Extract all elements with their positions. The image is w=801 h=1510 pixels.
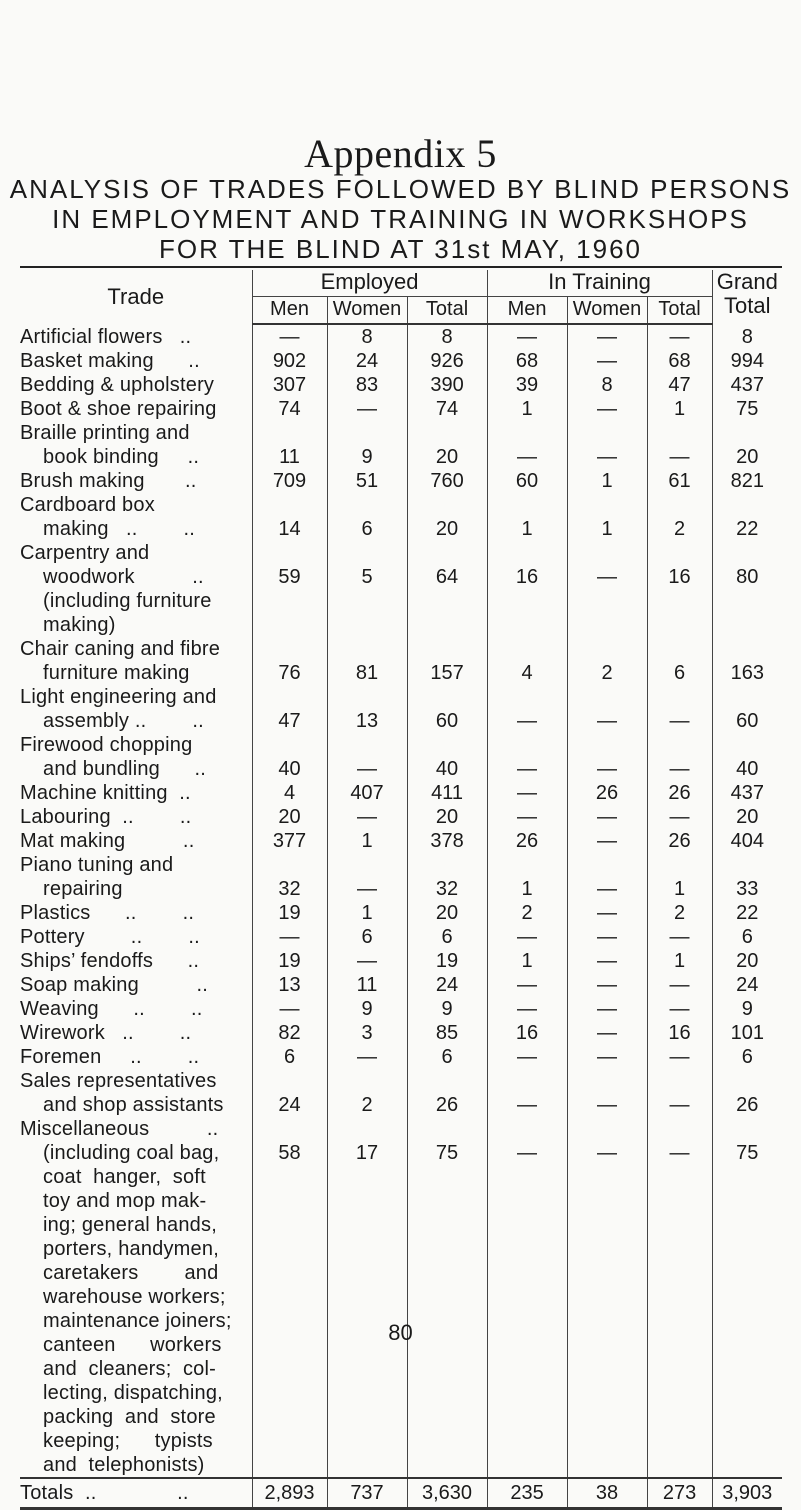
cell-training-women: — <box>567 733 647 781</box>
table-row <box>20 853 782 901</box>
cell-grand-total: 22 <box>712 901 782 925</box>
cell-training-total: 2 <box>647 901 712 925</box>
cell-employed-total: 20 <box>407 805 487 829</box>
table-row <box>20 685 782 733</box>
trade-name: Basket making .. <box>20 350 200 372</box>
cell-employed-men: 709 <box>252 469 327 493</box>
cell-training-women: 2 <box>567 637 647 685</box>
trade-name: Foremen .. .. <box>20 1046 200 1068</box>
cell-employed-women: 9 <box>327 997 407 1021</box>
cell-training-men: 26 <box>487 829 567 853</box>
cell-training-total: 6 <box>647 637 712 685</box>
cell-employed-total: 40 <box>407 733 487 781</box>
trade-name: Weaving .. .. <box>20 998 203 1020</box>
training-men-header: Men <box>487 297 567 325</box>
cell-training-men: — <box>487 324 567 349</box>
cell-training-women: — <box>567 1021 647 1045</box>
table-row <box>20 973 782 997</box>
cell-training-men: 1 <box>487 853 567 901</box>
cell-employed-women: — <box>327 949 407 973</box>
heading-line-2: IN EMPLOYMENT AND TRAINING IN WORKSHOPS <box>52 204 749 234</box>
cell-employed-men: 40 <box>252 733 327 781</box>
cell-employed-men: 19 <box>252 949 327 973</box>
cell-grand-total: 994 <box>712 349 782 373</box>
cell-training-women: — <box>567 324 647 349</box>
table-row <box>20 781 782 805</box>
cell-employed-women: 9 <box>327 421 407 469</box>
cell-training-total: 16 <box>647 1021 712 1045</box>
employed-men-header: Men <box>252 297 327 325</box>
cell-employed-women: 6 <box>327 925 407 949</box>
cell-training-total: — <box>647 805 712 829</box>
grand-total-header: Grand Total <box>712 270 782 324</box>
cell-employed-men: 32 <box>252 853 327 901</box>
cell-employed-men: 74 <box>252 397 327 421</box>
table-row <box>20 733 782 781</box>
cell-grand-total: 9 <box>712 997 782 1021</box>
cell-training-total: 1 <box>647 397 712 421</box>
trade-name: Chair caning and fibre furniture making <box>20 638 221 684</box>
table-row <box>20 637 782 685</box>
cell-training-women: — <box>567 973 647 997</box>
cell-employed-women: — <box>327 805 407 829</box>
cell-training-women: — <box>567 421 647 469</box>
cell-training-women: — <box>567 997 647 1021</box>
cell-grand-total: 437 <box>712 781 782 805</box>
trade-name: Pottery .. .. <box>20 926 200 948</box>
cell-employed-total: 32 <box>407 853 487 901</box>
cell-employed-women: 3 <box>327 1021 407 1045</box>
cell-grand-total: 75 <box>712 397 782 421</box>
cell-grand-total: 75 <box>712 1117 782 1478</box>
cell-employed-total: 64 <box>407 541 487 637</box>
cell-employed-women: 83 <box>327 373 407 397</box>
cell-training-total: 2 <box>647 493 712 541</box>
table-row <box>20 925 782 949</box>
cell-employed-total: 74 <box>407 397 487 421</box>
cell-employed-total: 8 <box>407 324 487 349</box>
cell-training-total: 68 <box>647 349 712 373</box>
cell-employed-total: 926 <box>407 349 487 373</box>
cell-employed-men: — <box>252 324 327 349</box>
cell-grand-total: 20 <box>712 421 782 469</box>
cell-training-total: — <box>647 685 712 733</box>
trade-name: Soap making .. <box>20 974 209 996</box>
cell-training-women: 1 <box>567 493 647 541</box>
totals-training-total: 273 <box>647 1478 712 1509</box>
table-row <box>20 901 782 925</box>
header-row-1 <box>20 270 782 297</box>
cell-training-men: — <box>487 421 567 469</box>
cell-training-total: — <box>647 1069 712 1117</box>
cell-grand-total: 6 <box>712 925 782 949</box>
cell-grand-total: 24 <box>712 973 782 997</box>
cell-employed-men: 58 <box>252 1117 327 1478</box>
cell-employed-men: 13 <box>252 973 327 997</box>
trade-header: Trade <box>107 284 165 309</box>
cell-employed-men: 76 <box>252 637 327 685</box>
table-row <box>20 373 782 397</box>
cell-training-men: 39 <box>487 373 567 397</box>
cell-employed-women: 407 <box>327 781 407 805</box>
cell-training-men: 16 <box>487 541 567 637</box>
cell-training-men: — <box>487 1117 567 1478</box>
cell-employed-men: 6 <box>252 1045 327 1069</box>
trade-name: Brush making .. <box>20 470 197 492</box>
cell-training-men: 16 <box>487 1021 567 1045</box>
trade-name: Ships’ fendoffs .. <box>20 950 200 972</box>
cell-employed-men: 59 <box>252 541 327 637</box>
cell-employed-total: 9 <box>407 997 487 1021</box>
cell-employed-men: 20 <box>252 805 327 829</box>
cell-training-men: — <box>487 781 567 805</box>
cell-employed-men: 307 <box>252 373 327 397</box>
cell-training-total: — <box>647 997 712 1021</box>
cell-employed-women: 13 <box>327 685 407 733</box>
cell-employed-men: — <box>252 997 327 1021</box>
cell-employed-men: 4 <box>252 781 327 805</box>
trade-name: Light engineering and assembly .. .. <box>20 686 217 732</box>
cell-training-men: 1 <box>487 397 567 421</box>
table-row <box>20 469 782 493</box>
totals-row <box>20 1478 782 1509</box>
cell-training-women: — <box>567 1045 647 1069</box>
cell-training-women: — <box>567 853 647 901</box>
cell-employed-total: 20 <box>407 421 487 469</box>
table-row <box>20 949 782 973</box>
cell-training-women: — <box>567 1069 647 1117</box>
cell-employed-total: 378 <box>407 829 487 853</box>
cell-employed-total: 24 <box>407 973 487 997</box>
cell-grand-total: 437 <box>712 373 782 397</box>
cell-training-total: 61 <box>647 469 712 493</box>
totals-employed-women: 737 <box>327 1478 407 1509</box>
table-row <box>20 493 782 541</box>
cell-training-total: 26 <box>647 781 712 805</box>
cell-employed-total: 411 <box>407 781 487 805</box>
table-row <box>20 349 782 373</box>
cell-training-total: 47 <box>647 373 712 397</box>
heading-line-3: FOR THE BLIND AT 31st MAY, 1960 <box>159 234 642 264</box>
totals-employed-total: 3,630 <box>407 1478 487 1509</box>
trade-name: Piano tuning and repairing <box>20 854 174 900</box>
top-rule <box>20 266 782 268</box>
table-row <box>20 324 782 349</box>
cell-training-men: 60 <box>487 469 567 493</box>
cell-grand-total: 22 <box>712 493 782 541</box>
cell-employed-men: — <box>252 925 327 949</box>
cell-training-women: — <box>567 397 647 421</box>
cell-training-men: — <box>487 733 567 781</box>
trade-name: Labouring .. .. <box>20 806 192 828</box>
cell-employed-women: — <box>327 733 407 781</box>
cell-training-total: 16 <box>647 541 712 637</box>
cell-grand-total: 404 <box>712 829 782 853</box>
cell-employed-total: 760 <box>407 469 487 493</box>
cell-employed-men: 902 <box>252 349 327 373</box>
cell-grand-total: 821 <box>712 469 782 493</box>
cell-training-women: — <box>567 805 647 829</box>
cell-training-total: — <box>647 421 712 469</box>
cell-employed-women: 2 <box>327 1069 407 1117</box>
table-body <box>20 324 782 1478</box>
cell-training-total: 1 <box>647 949 712 973</box>
cell-employed-total: 6 <box>407 1045 487 1069</box>
table-row <box>20 1117 782 1478</box>
page-number: 80 <box>388 1320 413 1345</box>
cell-training-total: — <box>647 324 712 349</box>
cell-employed-women: 1 <box>327 829 407 853</box>
trade-name: Firewood chopping and bundling .. <box>20 734 207 780</box>
cell-training-men: 1 <box>487 949 567 973</box>
table-row <box>20 397 782 421</box>
trade-name: Mat making .. <box>20 830 195 852</box>
cell-training-women: 1 <box>567 469 647 493</box>
table-row <box>20 1021 782 1045</box>
totals-training-men: 235 <box>487 1478 567 1509</box>
cell-employed-women: 1 <box>327 901 407 925</box>
cell-employed-men: 14 <box>252 493 327 541</box>
cell-training-men: 68 <box>487 349 567 373</box>
cell-grand-total: 60 <box>712 685 782 733</box>
cell-employed-men: 19 <box>252 901 327 925</box>
cell-grand-total: 20 <box>712 805 782 829</box>
cell-training-women: — <box>567 349 647 373</box>
table-row <box>20 541 782 637</box>
cell-training-total: — <box>647 733 712 781</box>
table-row <box>20 997 782 1021</box>
totals-employed-men: 2,893 <box>252 1478 327 1509</box>
cell-employed-total: 157 <box>407 637 487 685</box>
cell-employed-women: 17 <box>327 1117 407 1478</box>
cell-employed-total: 85 <box>407 1021 487 1045</box>
cell-training-men: — <box>487 1069 567 1117</box>
cell-training-men: — <box>487 997 567 1021</box>
cell-employed-men: 82 <box>252 1021 327 1045</box>
cell-training-women: — <box>567 685 647 733</box>
cell-employed-total: 19 <box>407 949 487 973</box>
table-row <box>20 1069 782 1117</box>
totals-training-women: 38 <box>567 1478 647 1509</box>
table-row <box>20 1045 782 1069</box>
cell-employed-men: 377 <box>252 829 327 853</box>
cell-training-total: 1 <box>647 853 712 901</box>
cell-employed-total: 6 <box>407 925 487 949</box>
cell-training-women: 26 <box>567 781 647 805</box>
cell-employed-women: 81 <box>327 637 407 685</box>
cell-grand-total: 80 <box>712 541 782 637</box>
cell-grand-total: 163 <box>712 637 782 685</box>
cell-training-total: — <box>647 1117 712 1478</box>
cell-training-men: — <box>487 973 567 997</box>
cell-training-total: 26 <box>647 829 712 853</box>
trade-name: Braille printing and book binding .. <box>20 422 200 468</box>
table-row <box>20 829 782 853</box>
cell-employed-women: 51 <box>327 469 407 493</box>
cell-training-men: — <box>487 685 567 733</box>
trade-name: Machine knitting .. <box>20 782 191 804</box>
cell-employed-women: — <box>327 853 407 901</box>
cell-employed-men: 47 <box>252 685 327 733</box>
cell-employed-men: 11 <box>252 421 327 469</box>
cell-employed-total: 75 <box>407 1117 487 1478</box>
appendix-title: Appendix 5 <box>304 131 497 176</box>
trade-name: Carpentry and woodwork .. (including furniture making) <box>20 542 212 636</box>
cell-grand-total: 26 <box>712 1069 782 1117</box>
cell-training-men: — <box>487 805 567 829</box>
training-women-header: Women <box>567 297 647 325</box>
cell-employed-women: — <box>327 397 407 421</box>
trade-name: Wirework .. .. <box>20 1022 192 1044</box>
table-row <box>20 805 782 829</box>
cell-grand-total: 101 <box>712 1021 782 1045</box>
cell-employed-men: 24 <box>252 1069 327 1117</box>
cell-employed-women: 8 <box>327 324 407 349</box>
trade-name: Sales representatives and shop assistants <box>20 1070 224 1116</box>
table-row <box>20 421 782 469</box>
cell-training-women: — <box>567 925 647 949</box>
cell-employed-women: 24 <box>327 349 407 373</box>
cell-grand-total: 20 <box>712 949 782 973</box>
cell-training-total: — <box>647 925 712 949</box>
cell-training-men: 1 <box>487 493 567 541</box>
cell-employed-total: 20 <box>407 493 487 541</box>
cell-grand-total: 33 <box>712 853 782 901</box>
cell-training-women: — <box>567 829 647 853</box>
training-header: In Training <box>487 270 712 297</box>
cell-training-men: 4 <box>487 637 567 685</box>
trade-name: Boot & shoe repairing <box>20 398 217 420</box>
cell-employed-total: 390 <box>407 373 487 397</box>
employed-header: Employed <box>252 270 487 297</box>
cell-employed-total: 20 <box>407 901 487 925</box>
trade-name: Bedding & upholstery <box>20 374 215 396</box>
cell-employed-women: 11 <box>327 973 407 997</box>
heading-line-1: ANALYSIS OF TRADES FOLLOWED BY BLIND PERSONS <box>9 174 792 204</box>
employed-women-header: Women <box>327 297 407 325</box>
training-total-header: Total <box>647 297 712 325</box>
employed-total-header: Total <box>407 297 487 325</box>
trade-name: Cardboard box making .. .. <box>20 494 196 540</box>
cell-training-women: — <box>567 541 647 637</box>
cell-employed-total: 60 <box>407 685 487 733</box>
cell-employed-women: 6 <box>327 493 407 541</box>
cell-employed-women: 5 <box>327 541 407 637</box>
cell-employed-women: — <box>327 1045 407 1069</box>
cell-grand-total: 40 <box>712 733 782 781</box>
trade-name: Plastics .. .. <box>20 902 195 924</box>
cell-training-men: — <box>487 1045 567 1069</box>
cell-training-total: — <box>647 1045 712 1069</box>
totals-grand-total: 3,903 <box>712 1478 782 1509</box>
totals-label: Totals .. .. <box>20 1478 252 1509</box>
cell-grand-total: 6 <box>712 1045 782 1069</box>
cell-training-total: — <box>647 973 712 997</box>
cell-training-men: — <box>487 925 567 949</box>
cell-training-women: — <box>567 1117 647 1478</box>
cell-training-women: — <box>567 901 647 925</box>
cell-grand-total: 8 <box>712 324 782 349</box>
trade-name: Miscellaneous .. (including coal bag, coat hanger, soft toy and mop mak- ing; general hands, porters, handymen, caretakers and warehouse workers; maintenance joiners; canteen workers and cleaners; col- lecting, dispatching, packing and store keeping; typists and telephonists) <box>20 1118 232 1476</box>
cell-employed-total: 26 <box>407 1069 487 1117</box>
trade-name: Artificial flowers .. <box>20 326 192 348</box>
cell-training-women: — <box>567 949 647 973</box>
cell-training-women: 8 <box>567 373 647 397</box>
cell-training-men: 2 <box>487 901 567 925</box>
